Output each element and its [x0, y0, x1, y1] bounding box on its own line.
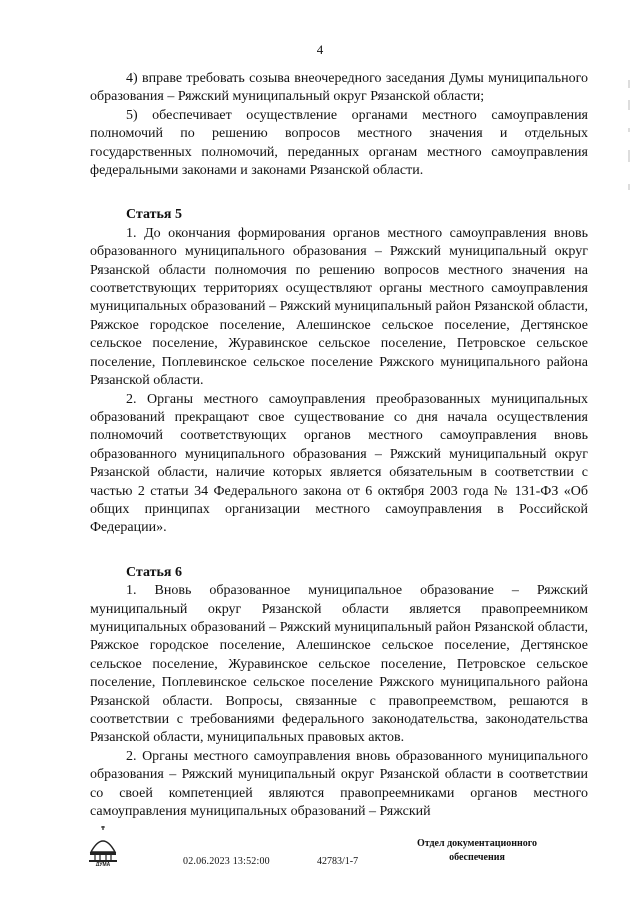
- article-6-paragraph-2: 2. Органы местного самоуправления вновь образованного муниципального образования – Ряжский муниципальный округ Рязанской области в соответствии со своей компетенцией являются правопреемниками органов местного самоуправления муниципальных образований – Ряжский: [90, 748, 588, 820]
- margin-marks-decoration: [626, 80, 632, 220]
- article-6-heading: Статья 6: [126, 564, 182, 580]
- article-5-heading: Статья 5: [126, 207, 182, 223]
- duma-emblem-icon: [85, 826, 121, 866]
- article-5-paragraph-1: 1. До окончания формирования органов местного самоуправления вновь образованного муниципального образования – Ряжский муниципальный округ Рязанской области полномочия по решению вопросов местного значения на соответствующих территориях осуществляют органы местного самоуправления муниципальных образований – Ряжский муниципальный район Рязанской области, Ряжское городское поселение, Алешинское сельское поселение, Дегтянское сельское поселение, Журавинское сельское поселение, Петровское сельское поселение, Поплевинское сельское поселение Ряжского муниципального района Рязанской области.: [90, 225, 588, 389]
- footer-doc-number: 42783/1-7: [317, 856, 359, 867]
- department-stamp: [402, 837, 552, 865]
- footer-datetime: 02.06.2023 13:52:00: [183, 856, 270, 867]
- article-5-paragraph-2: 2. Органы местного самоуправления преобразованных муниципальных образований прекращают свое существование со дня начала осуществления полномочий соответствующих органов местного самоуправления вновь образованного муниципального образования – Ряжский муниципальный округ Рязанской области, наличие которых является обязательным в соответствии с частью 2 статьи 34 Федерального закона от 6 октября 2003 года № 131-ФЗ «Об общих принципах организации местного самоуправления в Российской Федерации».: [90, 391, 588, 536]
- paragraph-item-5: 5) обеспечивает осуществление органами местного самоуправления полномочий по решению вопросов местного значения и отдельных государственных полномочий, переданных органам местного самоуправления федеральными законами и законами Рязанской области.: [90, 107, 588, 179]
- paragraph-item-4: 4) вправе требовать созыва внеочередного заседания Думы муниципального образования – Ряжский муниципальный округ Рязанской области;: [90, 71, 588, 105]
- document-body: [90, 70, 588, 821]
- department-line-2: обеспечения: [449, 852, 505, 863]
- stamp-text: ДУМА: [95, 862, 111, 866]
- page-number: 4: [316, 42, 324, 57]
- department-line-1: Отдел документационного: [416, 838, 538, 849]
- article-6-paragraph-1: 1. Вновь образованное муниципальное образование – Ряжский муниципальный округ Рязанской области является правопреемником муниципальных образований – Ряжский муниципальный район Рязанской области, Ряжское городское поселение, Алешинское сельское поселение, Дегтянское сельское поселение, Журавинское сельское поселение, Петровское сельское поселение, Поплевинское сельское поселение Ряжского муниципального района Рязанской области. Вопросы, связанные с правопреемством, решаются в соответствии с требованиями федерального законодательства, законодательства Рязанской области, муниципальных правовых актов.: [90, 583, 588, 746]
